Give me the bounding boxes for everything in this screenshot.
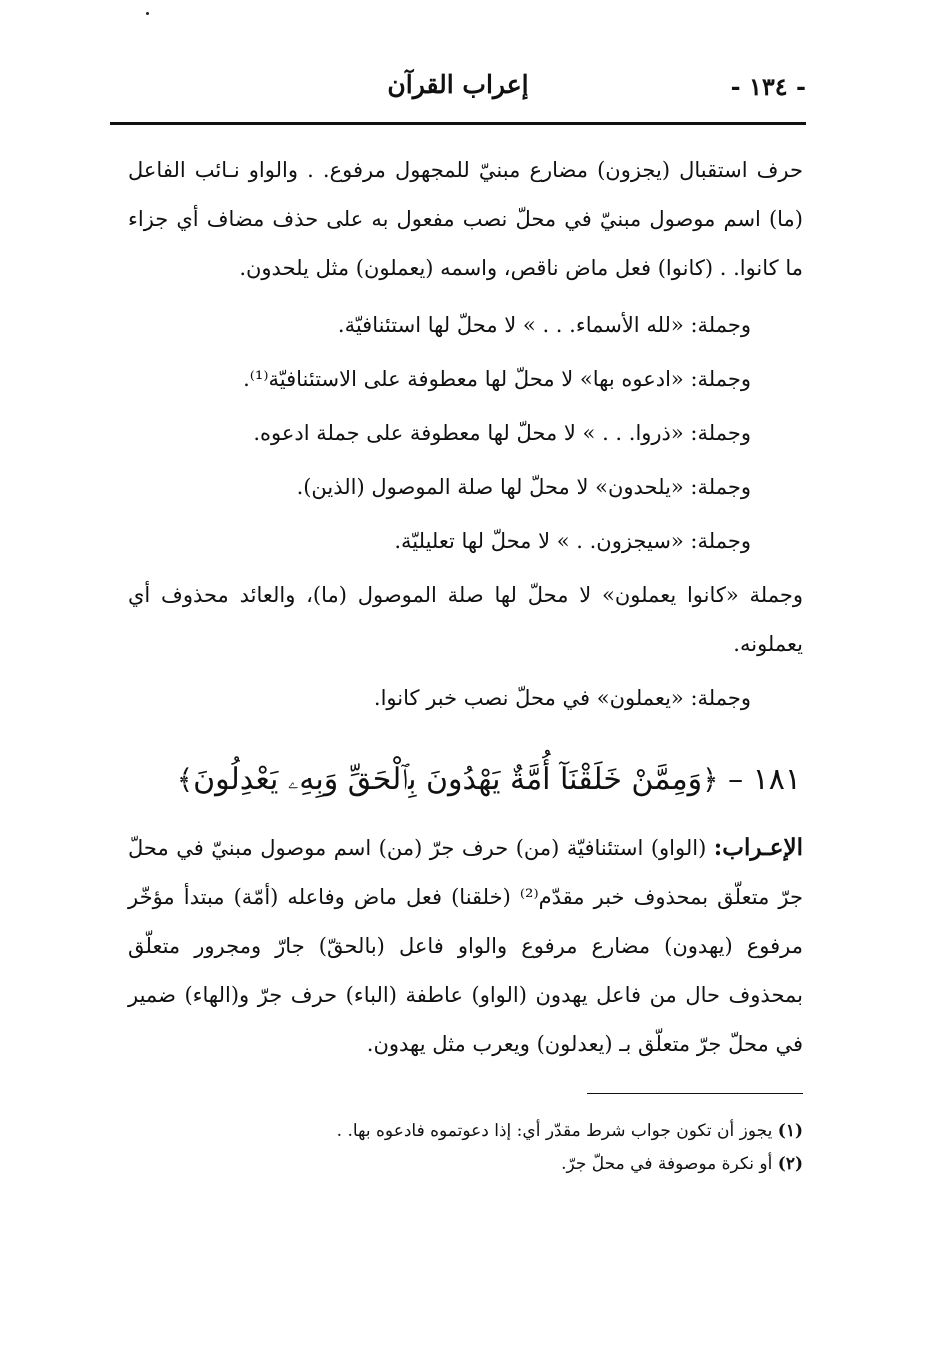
paragraph-relative-clause: وجملة «كانوا يعملون» لا محلّ لها صلة الموصول (ما)، والعائد محذوف أي يعملونه. — [128, 583, 803, 656]
quran-verse — [128, 749, 803, 811]
page-header — [110, 70, 806, 110]
sentence-line-last: وجملة: «يعملون» في محلّ نصب خبر كانوا. — [373, 686, 751, 710]
footnote-1-number: (١) — [777, 1121, 803, 1141]
page-number: - ١٣٤ - — [730, 72, 806, 101]
paragraph-continuation: حرف استقبال (يجزون) مضارع مبنيّ للمجهول مرفوع. . والواو نـائب الفاعل (ما) اسم موصول مبنيّ في محلّ نصب مفعول به على حذف مضاف أي جزاء ما كانوا. . (كانوا) فعل ماض ناقص، واسمه (يعملون) مثل يلحدون. — [128, 158, 803, 280]
sentence-line-4: وجملة: «يلحدون» لا محلّ لها صلة الموصول (الذين). — [296, 475, 751, 499]
footnote-divider — [587, 1093, 803, 1094]
verse-text: وَمِمَّنْ خَلَقْنَآ أُمَّةٌ يَهْدُونَ بِٱلْحَقِّ وَبِهِۦ يَعْدِلُونَ — [193, 762, 703, 797]
verse-open-bracket: ﴿ — [702, 763, 719, 796]
footnotes — [300, 1115, 803, 1181]
book-title: إعراب القرآن — [387, 70, 529, 99]
main-text — [128, 146, 803, 1069]
footnote-1 — [300, 1115, 803, 1148]
sentence-line-1: وجملة: «لله الأسماء. . . » لا محلّ لها استئنافيّة. — [337, 313, 751, 337]
footnote-2-text: أو نكرة موصوفة في محلّ جرّ. — [561, 1154, 773, 1174]
verse-close-bracket: ﴾ — [176, 763, 194, 796]
irab-paragraph — [128, 823, 803, 1069]
sentence-line-5: وجملة: «سيجزون. . » لا محلّ لها تعليليّة. — [394, 529, 751, 553]
sentence-line-3: وجملة: «ذروا. . . » لا محلّ لها معطوفة على جملة ادعوه. — [253, 421, 751, 445]
footnote-2 — [300, 1148, 803, 1181]
sentence-line-2: وجملة: «ادعوه بها» لا محلّ لها معطوفة على الاستئنافيّة⁽¹⁾. — [243, 367, 751, 391]
irab-text: (الواو) استئنافيّة (من) حرف جرّ (من) اسم موصول مبنيّ في محلّ جرّ متعلّق بمحذوف خبر مقدّم⁽²⁾ (خلقنا) فعل ماض وفاعله (أمّة) مبتدأ مؤخّر مرفوع (يهدون) مضارع مرفوع والواو فاعل (بالحقّ) جارّ ومجرور متعلّق بمحذوف حال من فاعل يهدون (الواو) عاطفة (الباء) حرف جرّ و(الهاء) ضمير في محلّ جرّ متعلّق بـ (يعدلون) ويعرب مثل يهدون. — [128, 836, 803, 1056]
verse-number: ١٨١ – — [728, 762, 801, 797]
footnote-1-text: يجوز أن تكون جواب شرط مقدّر أي: إذا دعوتموه فادعوه بها. . — [336, 1121, 773, 1141]
irab-label: الإعـراب: — [713, 834, 803, 861]
header-divider — [110, 122, 806, 125]
scan-speck — [146, 12, 149, 15]
footnote-2-number: (٢) — [777, 1154, 803, 1174]
